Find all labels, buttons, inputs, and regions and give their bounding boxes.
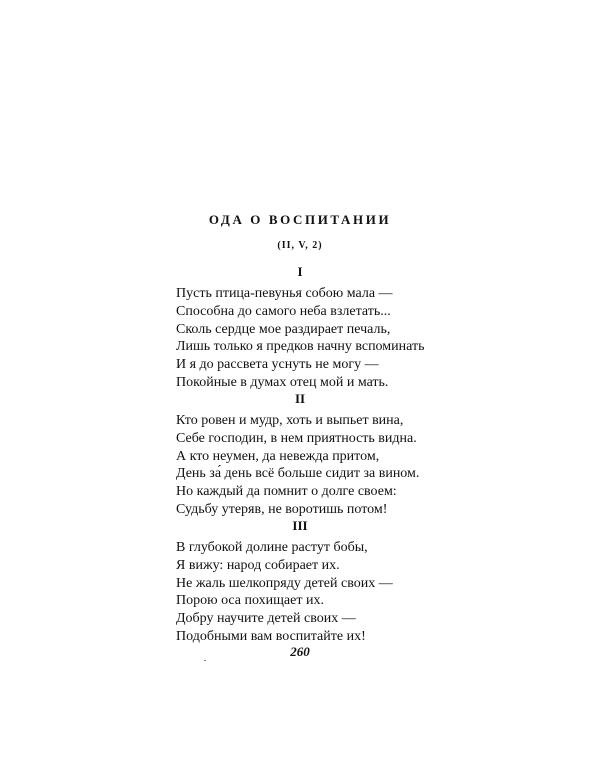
stanza-3-line-2: Я вижу: народ собирает их.	[176, 557, 340, 573]
stanza-1	[176, 285, 556, 392]
stanza-1-line-1: Пусть птица-певунья собою мала —	[176, 286, 393, 301]
stanza-3-line-6: Подобными вам воспитайте их!	[176, 628, 366, 644]
page-number: 260	[290, 644, 310, 659]
stanza-2-line-1: Кто ровен и мудр, хоть и выпьет вина,	[176, 413, 404, 428]
stanza-3-line-3: Не жаль шелкопряду детей своих —	[176, 575, 393, 591]
stanza-number-2: II	[294, 391, 306, 406]
stanza-2-line-6: Судьбу утеряв, не воротишь потом!	[176, 501, 388, 517]
stanza-number-3: III	[292, 518, 308, 533]
stanza-1-line-6: Покойные в думах отец мой и мать.	[176, 374, 389, 390]
print-speck	[204, 660, 206, 661]
stanza-3-line-5: Добру научите детей своих —	[176, 611, 356, 627]
stanza-2-line-2: Себе господин, в нем приятность видна.	[176, 430, 417, 446]
stanza-number-1: I	[297, 264, 303, 279]
poem-source-reference: (II, V, 2)	[277, 240, 323, 251]
stanza-3-line-4: Порою оса похищает их.	[176, 593, 324, 609]
stanza-2	[176, 412, 556, 519]
stanza-3	[176, 539, 556, 646]
stanza-2-line-5: Но каждый да помнит о долге своем:	[176, 484, 397, 500]
stanza-2-line-3: А кто неумен, да невежда притом,	[176, 448, 380, 464]
stanza-1-line-2: Способна до самого неба взлетать...	[176, 303, 391, 319]
stanza-1-line-4: Лишь только я предков начну вспоминать	[176, 339, 425, 355]
stanza-1-line-5: И я до рассвета уснуть не могу —	[176, 357, 379, 373]
stanza-2-line-4: День за́ день всё больше сидит за вином.	[176, 466, 420, 482]
poem-title: ОДА О ВОСПИТАНИИ	[208, 212, 392, 227]
stanza-3-line-1: В глубокой долине растут бобы,	[176, 540, 368, 555]
stanza-1-line-3: Сколь сердце мое раздирает печаль,	[176, 321, 391, 337]
